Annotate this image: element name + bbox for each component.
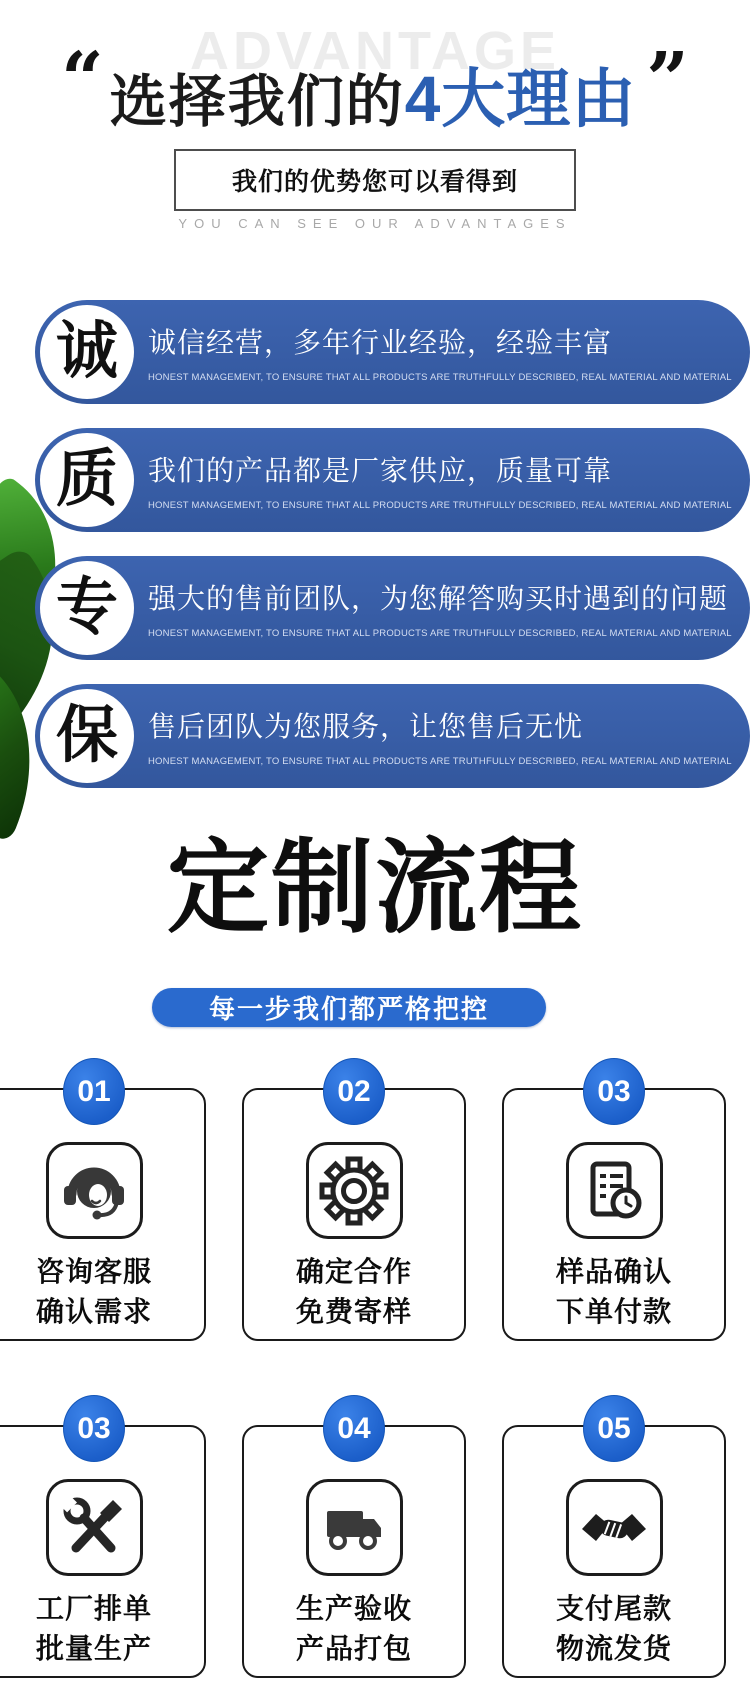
step-label [0, 1589, 204, 1669]
step-icon-frame [306, 1142, 403, 1239]
step-line2: 批量生产 [35, 1633, 152, 1664]
advantage-character: 质 [55, 445, 118, 514]
process-step-card [0, 1074, 206, 1341]
process-step-card [0, 1411, 206, 1678]
advantage-caption: HONEST MANAGEMENT, TO ENSURE THAT ALL PRODUCTS ARE TRUTHFULLY DESCRIBED, REAL MATERIAL AND MATERIAL [148, 500, 732, 511]
step-line2: 确认需求 [35, 1296, 152, 1327]
step-line1: 支付尾款 [555, 1593, 672, 1624]
advantage-text [148, 321, 730, 383]
advantage-character: 诚 [55, 317, 118, 386]
process-title: 定制流程 [167, 831, 583, 945]
step-line1: 咨询客服 [35, 1256, 152, 1287]
step-icon-frame [306, 1479, 403, 1576]
handshake-icon [579, 1493, 649, 1563]
advantage-badge [40, 305, 134, 399]
step-icon-frame [46, 1479, 143, 1576]
advantage-character: 专 [55, 573, 118, 642]
advantage-caption: HONEST MANAGEMENT, TO ENSURE THAT ALL PRODUCTS ARE TRUTHFULLY DESCRIBED, REAL MATERIAL AND MATERIAL [148, 372, 732, 383]
gear-icon [319, 1156, 389, 1226]
step-icon-frame [566, 1142, 663, 1239]
process-step-card [502, 1074, 726, 1341]
step-line1: 确定合作 [295, 1256, 412, 1287]
advantage-badge [40, 689, 134, 783]
title-blue-part: 4大理由 [404, 63, 637, 135]
step-label [504, 1589, 724, 1669]
advantage-text [148, 577, 730, 639]
headset-icon [59, 1156, 129, 1226]
subtitle-text: 我们的优势您可以看得到 [231, 168, 519, 196]
step-line2: 物流发货 [555, 1633, 672, 1664]
process-step-card [242, 1074, 466, 1341]
process-step-card [502, 1411, 726, 1678]
advantage-caption: HONEST MANAGEMENT, TO ENSURE THAT ALL PRODUCTS ARE TRUTHFULLY DESCRIBED, REAL MATERIAL AND MATERIAL [148, 756, 732, 767]
advantage-banner-aftersale [35, 684, 750, 788]
advantage-badge [40, 433, 134, 527]
step-label [244, 1252, 464, 1332]
step-line2: 产品打包 [295, 1633, 412, 1664]
step-icon-frame [566, 1479, 663, 1576]
advantage-text [148, 705, 730, 767]
tools-icon [59, 1493, 129, 1563]
advantage-headline: 强大的售前团队，为您解答购买时遇到的问题 [148, 583, 729, 614]
advantage-headline: 售后团队为您服务，让您售后无忧 [148, 711, 584, 742]
process-step-card [242, 1411, 466, 1678]
advantage-badge [40, 561, 134, 655]
advantage-text [148, 449, 730, 511]
hero-english-caption: YOU CAN SEE OUR ADVANTAGES [178, 216, 572, 231]
advantage-banner-honesty [35, 300, 750, 404]
step-line1: 生产验收 [295, 1593, 412, 1624]
step-label [504, 1252, 724, 1332]
title-black-part: 选择我们的 [109, 70, 405, 134]
advantage-caption: HONEST MANAGEMENT, TO ENSURE THAT ALL PRODUCTS ARE TRUTHFULLY DESCRIBED, REAL MATERIAL AND MATERIAL [148, 628, 732, 639]
advantage-character: 保 [55, 701, 118, 770]
close-quote: ” [646, 37, 689, 123]
step-line2: 免费寄样 [295, 1296, 412, 1327]
advantage-headline: 诚信经营，多年行业经验，经验丰富 [148, 327, 613, 358]
subtitle-box [174, 149, 576, 211]
step-number-badge: 05 [583, 1395, 645, 1462]
process-banner [152, 988, 546, 1027]
open-quote: “ [61, 37, 104, 123]
advantage-banner-professional [35, 556, 750, 660]
step-line2: 下单付款 [555, 1296, 672, 1327]
step-number-badge: 03 [63, 1395, 125, 1462]
advantage-banner-quality [35, 428, 750, 532]
step-number-badge: 01 [63, 1058, 125, 1125]
watermark-text: ADVANTAGE [190, 21, 560, 81]
step-number-badge: 02 [323, 1058, 385, 1125]
process-banner-text: 每一步我们都严格把控 [208, 994, 489, 1024]
step-number-badge: 03 [583, 1058, 645, 1125]
step-label [244, 1589, 464, 1669]
step-line1: 样品确认 [555, 1256, 672, 1287]
step-line1: 工厂排单 [35, 1593, 152, 1624]
step-icon-frame [46, 1142, 143, 1239]
advantage-headline: 我们的产品都是厂家供应，质量可靠 [148, 455, 613, 486]
truck-icon [319, 1493, 389, 1563]
step-label [0, 1252, 204, 1332]
page-title [0, 37, 750, 140]
document-clock-icon [579, 1156, 649, 1226]
step-number-badge: 04 [323, 1395, 385, 1462]
